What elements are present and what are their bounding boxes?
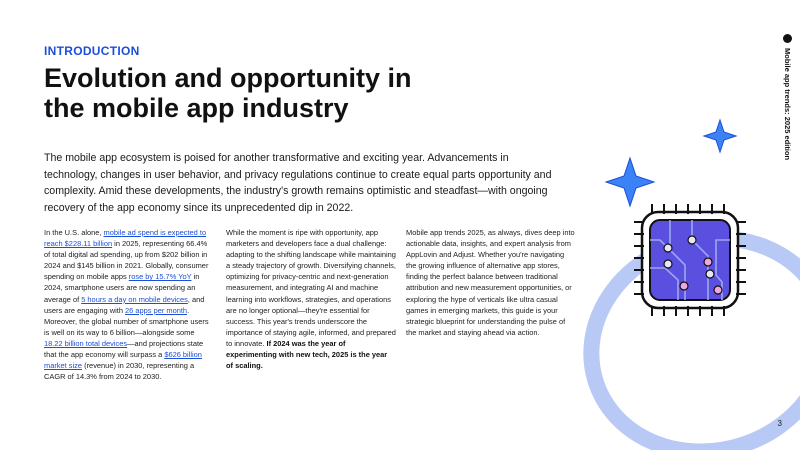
col1-text-2: in 2025, representing 66.4% of total digital ad spending, up from $202 billion in 2024 and $145 billion in 2021. Globally, consumer spending on mobile apps xyxy=(44,239,209,282)
applovin-logo-icon xyxy=(783,34,792,43)
page-title: Evolution and opportunity in the mobile app industry xyxy=(44,63,412,123)
sparkle-large-icon xyxy=(606,158,654,206)
col2-text: While the moment is ripe with opportunity, app marketers and developers face a dual challenge: adapting to the shifting landscape while maintaining a steady trajectory of growth. Diversifying channels, optimizing for privacy-centric and next-generation measurement, and integrating AI and machine learning into workflows, strategies, and operations are no longer optional—they're essential for success. This year's trends underscore the importance of staying agile, informed, and prepared to innovate. xyxy=(226,228,396,348)
link-apps-per-month[interactable]: 26 apps per month xyxy=(125,305,188,315)
body-column-3: Mobile app trends 2025, as always, dives deep into actionable data, insights, and expert analysis from AppLovin and Adjust. Whether you're navigating the growing influence of alternative app stores, finding the perfect balance between traditional attribution and new measurement opportunities, or exploring the hype of verticals like ultra casual games in emerging markets, this guide is your strategic blueprint for understanding the pulse of the market and staying ahead via action. xyxy=(406,228,575,337)
col1-text-1: In the U.S. alone, xyxy=(44,228,104,237)
col1-text-4: , and users are engaging with xyxy=(44,294,205,315)
col1-text-7: (revenue) in 2030, representing a CAGR of 14.3% from 2024 to 2030. xyxy=(44,361,195,382)
intro-paragraph: The mobile app ecosystem is poised for another transformative and exciting year. Advancements in technology, changes in user behavior, and privacy regulations continue to create equal parts opportunity and complexity. Amid these developments, the industry's growth remains optimistic and steadfast—with ongoing recovery of the app economy since its unprecedented dip in 2022. xyxy=(44,152,552,214)
page-number: 3 xyxy=(777,419,782,428)
link-rose-yoy[interactable]: rose by 15.7% YoY xyxy=(128,272,192,282)
chip-illustration xyxy=(560,100,800,450)
body-column-2 xyxy=(226,227,396,371)
col1-text-3: in 2024, smartphone users are now spending an average of xyxy=(44,272,200,304)
link-mobile-ad-spend[interactable]: mobile ad spend is expected to reach $228.11 billion xyxy=(44,228,207,249)
sparkle-small-icon xyxy=(704,120,736,152)
col1-text-6: —and projections state that the app economy will surpass a xyxy=(44,338,204,360)
col1-text-5: . Moreover, the global number of smartphone users is well on its way to 6 billion—alongside some xyxy=(44,305,209,337)
side-label-text: Mobile app trends: 2025 edition xyxy=(783,48,792,161)
body-column-1 xyxy=(44,227,214,382)
link-total-devices[interactable]: 18.22 billion total devices xyxy=(44,338,128,348)
link-hours-a-day[interactable]: 5 hours a day on mobile devices xyxy=(81,294,188,304)
section-eyebrow: INTRODUCTION xyxy=(44,44,140,58)
col2-bold-statement: If 2024 was the year of experimenting with new tech, 2025 is the year of scaling. xyxy=(226,338,388,371)
link-market-size[interactable]: $626 billion market size xyxy=(44,350,202,371)
